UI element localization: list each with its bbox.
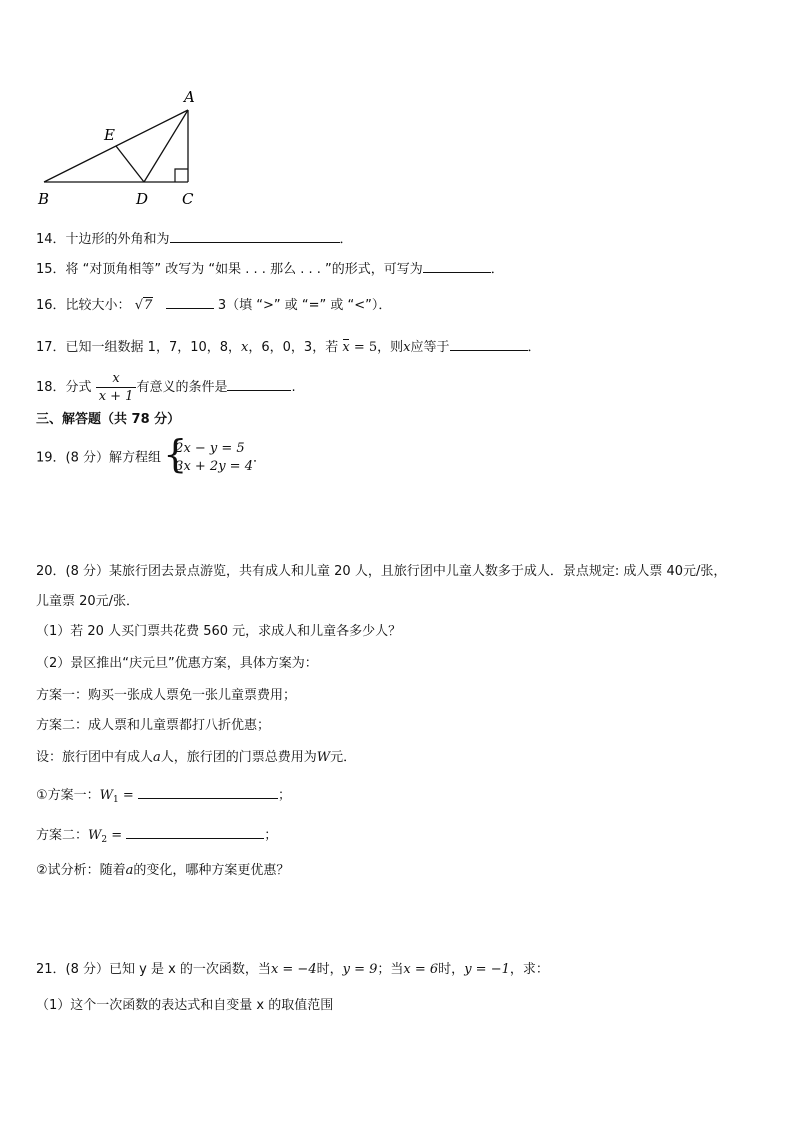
sqrt-7 bbox=[135, 296, 154, 316]
w1-semi: ； bbox=[277, 788, 291, 803]
q21-t2: ；当 bbox=[377, 962, 404, 977]
q20-line1: 20．(8 分）某旅行团去景点游览，共有成人和儿童 20 人，且旅行团中儿童人数多于成人．景点规定: 成人票 40元/张， bbox=[36, 564, 727, 579]
w2-semi: ； bbox=[264, 828, 278, 843]
q20-plan1: 方案一：购买一张成人票免一张儿童票费用； bbox=[36, 688, 297, 703]
label-d: D bbox=[136, 190, 149, 208]
question-21 bbox=[36, 960, 549, 980]
q16-answer-blank[interactable] bbox=[166, 294, 214, 309]
label-e: E bbox=[104, 126, 115, 144]
right-angle-mark bbox=[175, 169, 188, 182]
q15-end: ． bbox=[490, 262, 504, 277]
analysis-text-b: 的变化，哪种方案更优惠？ bbox=[133, 863, 290, 878]
q20-w2 bbox=[36, 824, 277, 850]
fraction-numerator: x bbox=[112, 371, 120, 386]
w2-prefix: 方案二： bbox=[36, 828, 89, 843]
q15-text: 15．将 “对顶角相等” 改写为 “如果 . . . 那么 . . . ”的形式，可写为 bbox=[36, 262, 423, 277]
q21-cond-x2: x = 6 bbox=[403, 962, 439, 977]
var-a: a bbox=[153, 750, 161, 765]
w1-prefix: ①方案一： bbox=[36, 788, 100, 803]
radicand: 7 bbox=[143, 298, 153, 313]
q18-prefix: 18．分式 bbox=[36, 380, 92, 395]
triangle-figure bbox=[30, 84, 210, 218]
q17-end: ． bbox=[527, 340, 541, 355]
q21-cond-x1: x = −4 bbox=[270, 962, 317, 977]
setup-text-a: 设：旅行团中有成人 bbox=[36, 750, 154, 765]
w1-eq: = bbox=[118, 788, 138, 803]
q21-cond-y2: y = −1 bbox=[464, 962, 510, 977]
question-14 bbox=[36, 228, 353, 250]
question-17 bbox=[36, 336, 541, 358]
question-18 bbox=[36, 370, 296, 405]
q17-eq: = 5 bbox=[349, 340, 378, 355]
x-bar-mean: x bbox=[342, 338, 349, 358]
q17-mid1: ，6，0，3，若 bbox=[248, 340, 339, 355]
q16-rest: 3（填 “>” 或 “=” 或 “<”）． bbox=[217, 298, 392, 313]
question-19 bbox=[36, 440, 266, 476]
fraction-denominator: x + 1 bbox=[96, 387, 137, 405]
w2-answer-blank[interactable] bbox=[126, 824, 264, 839]
question-15 bbox=[36, 258, 504, 280]
q20-setup bbox=[36, 748, 356, 768]
q20-plan2: 方案二：成人票和儿童票都打八折优惠； bbox=[36, 718, 271, 733]
w1-answer-blank[interactable] bbox=[138, 784, 278, 799]
q18-end: . bbox=[291, 380, 296, 395]
q15-answer-blank[interactable] bbox=[423, 258, 491, 273]
setup-text-b: 人，旅行团的门票总费用为 bbox=[160, 750, 317, 765]
analysis-text-a: ②试分析：随着 bbox=[36, 863, 126, 878]
q17-prefix: 17．已知一组数据 1，7，10，8， bbox=[36, 340, 242, 355]
w2-eq: = bbox=[107, 828, 127, 843]
var-w: W bbox=[316, 750, 331, 765]
q17-answer-blank[interactable] bbox=[450, 336, 528, 351]
equation-system bbox=[165, 440, 253, 476]
q14-answer-blank[interactable] bbox=[170, 228, 340, 243]
w1-letter: W bbox=[99, 788, 114, 803]
fraction bbox=[96, 370, 137, 405]
q18-suffix: 有意义的条件是 bbox=[136, 380, 228, 395]
q18-answer-blank[interactable] bbox=[227, 376, 291, 391]
q21-t4: ，求： bbox=[509, 962, 549, 977]
q21-t3: 时， bbox=[438, 962, 465, 977]
q14-end: ． bbox=[339, 232, 353, 247]
q17-mid2: ，则 bbox=[377, 340, 404, 355]
equation-1: { 2x − y = 5 bbox=[175, 441, 245, 456]
analysis-var-a: a bbox=[125, 863, 134, 878]
q17-var-x: x bbox=[241, 340, 249, 355]
equation-2: 3x + 2y = 4 bbox=[175, 459, 253, 474]
question-16 bbox=[36, 294, 391, 316]
q20-part1: （1）若 20 人买门票共花费 560 元，求成人和儿童各多少人？ bbox=[36, 624, 402, 639]
w1-subscript: 1 bbox=[113, 795, 119, 805]
q17-mid3: 应等于 bbox=[410, 340, 450, 355]
q17-var-x2: x bbox=[403, 340, 411, 355]
w2-subscript: 2 bbox=[101, 835, 108, 845]
q19-prefix: 19．(8 分）解方程组 bbox=[36, 450, 162, 466]
q16-prefix: 16．比较大小： bbox=[36, 298, 131, 313]
q14-text: 14．十边形的外角和为 bbox=[36, 232, 170, 247]
label-c: C bbox=[182, 190, 194, 208]
label-b: B bbox=[38, 190, 50, 208]
q21-prefix: 21．(8 分）已知 y 是 x 的一次函数，当 bbox=[36, 962, 271, 977]
q20-analysis bbox=[36, 861, 289, 881]
q21-t1: 时， bbox=[316, 962, 343, 977]
segment-de bbox=[116, 146, 144, 182]
q20-line2: 儿童票 20元/张． bbox=[36, 594, 140, 609]
section-title: 三、解答题（共 78 分） bbox=[36, 412, 181, 427]
radical-sign: √ bbox=[134, 298, 143, 313]
q20-part2: （2）景区推出“庆元旦”优惠方案，具体方案为： bbox=[36, 656, 318, 671]
label-a: A bbox=[184, 88, 195, 106]
q21-cond-y1: y = 9 bbox=[342, 962, 378, 977]
triangle-diagram bbox=[30, 84, 210, 214]
q19-end: ． bbox=[252, 450, 266, 466]
setup-text-c: 元． bbox=[330, 750, 357, 765]
w2-letter: W bbox=[88, 828, 102, 843]
q21-part1: （1）这个一次函数的表达式和自变量 x 的取值范围 bbox=[36, 998, 334, 1013]
q20-w1 bbox=[36, 784, 291, 810]
